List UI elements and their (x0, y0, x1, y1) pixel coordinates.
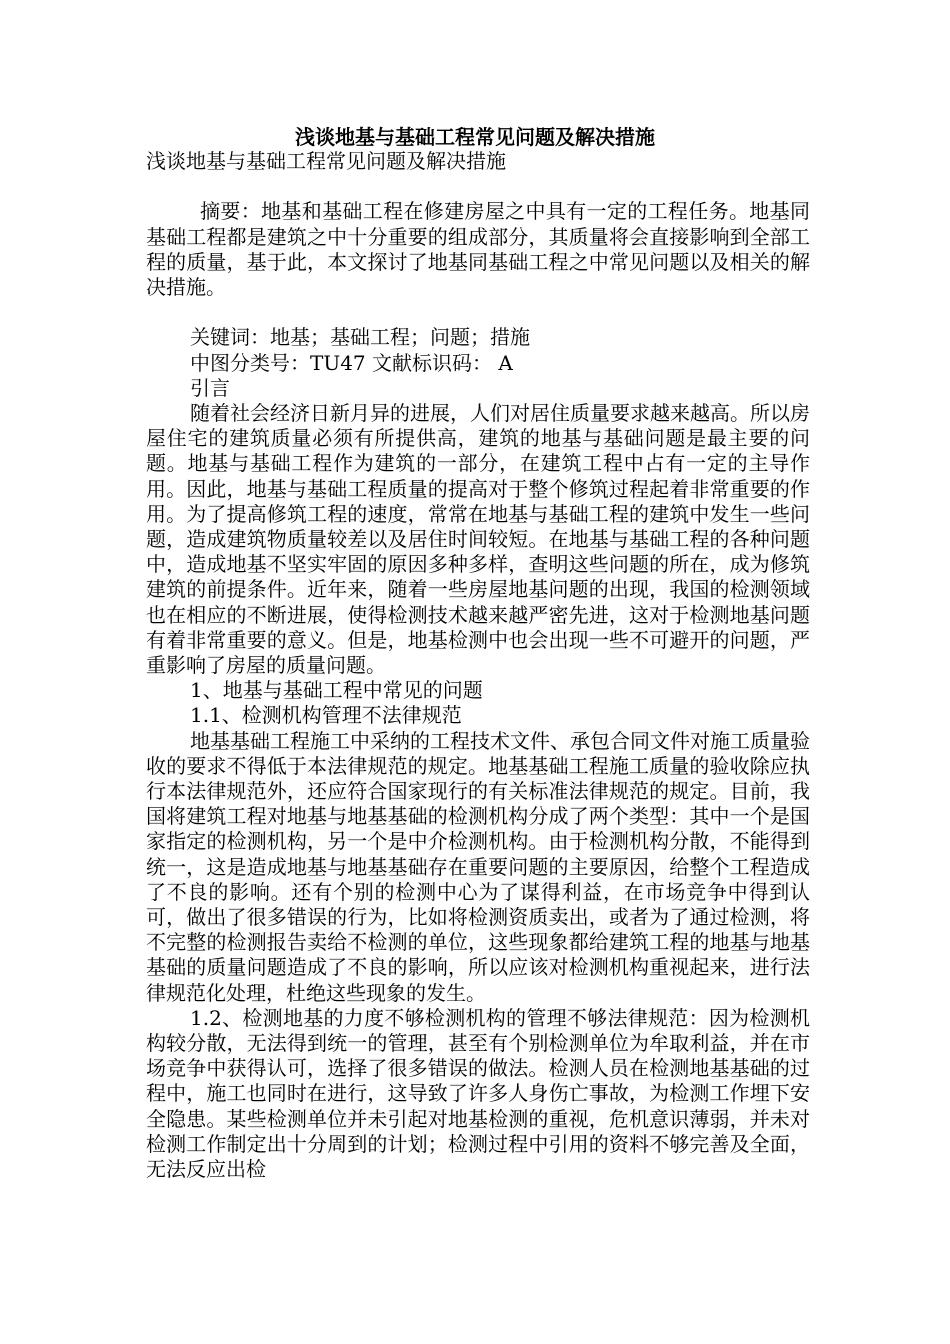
keywords-line: 关键词：地基；基础工程；问题；措施 (190, 325, 530, 350)
intro-paragraph: 随着社会经济日新月异的进展，人们对居住质量要求越来越高。所以房屋住宅的建筑质量必须有所提供高，建筑的地基与基础问题是最主要的问题。地基与基础工程作为建筑的一部分，在建筑工程中占有一定的主导作用。因此，地基与基础工程质量的提高对于整个修筑过程起着非常重要的作用。为了提高修筑工程的速度，常常在地基与基础工程的建筑中发生一些问题，造成建筑物质量较差以及居住时间较短。在地基与基础工程的各种问题中，造成地基不坚实牢固的原因多种多样，查明这些问题的所在，成为修筑建筑的前提条件。近年来，随着一些房屋地基问题的出现，我国的检测领域也在相应的不断进展，使得检测技术越来越严密先进，这对于检测地基问题有着非常重要的意义。但是，地基检测中也会出现一些不可避开的问题，严重影响了房屋的质量问题。 (146, 401, 810, 678)
section-1-1-paragraph: 地基基础工程施工中采纳的工程技术文件、承包合同文件对施工质量验收的要求不得低于本法律规范的规定。地基基础工程施工质量的验收除应执行本法律规范外，还应符合国家现行的有关标准法律规范的规定。目前，我国将建筑工程对地基与地基基础的检测机构分成了两个类型：其中一个是国家指定的检测机构，另一个是中介检测机构。由于检测机构分散，不能得到统一，这是造成地基与地基基础存在重要问题的主要原因，给整个工程造成了不良的影响。还有个别的检测中心为了谋得利益，在市场竞争中得到认可，做出了很多错误的行为，比如将检测资质卖出，或者为了通过检测，将不完整的检测报告卖给不检测的单位，这些现象都给建筑工程的地基与地基基础的质量问题造成了不良的影响，所以应该对检测机构重视起来，进行法律规范化处理，杜绝这些现象的发生。 (146, 728, 810, 1005)
section-1-1-heading: 1.1、检测机构管理不法律规范 (190, 703, 462, 728)
section-1-2-paragraph: 1.2、检测地基的力度不够检测机构的管理不够法律规范：因为检测机构较分散，无法得到统一的管理，甚至有个别检测单位为牟取利益，并在市场竞争中获得认可，选择了很多错误的做法。检测人员在检测地基基础的过程中，施工也同时在进行，这导致了许多人身伤亡事故，为检测工作埋下安全隐患。某些检测单位并未引起对地基检测的重视，危机意识薄弱，并未对检测工作制定出十分周到的计划；检测过程中引用的资料不够完善及全面，无法反应出检 (146, 1005, 810, 1182)
classification-line: 中图分类号：TU47 文献标识码： A (190, 350, 513, 375)
document-body (146, 149, 810, 1182)
document-subtitle: 浅谈地基与基础工程常见问题及解决措施 (146, 149, 506, 173)
blank-line (146, 174, 810, 199)
blank-line (146, 300, 810, 325)
document-title: 浅谈地基与基础工程常见问题及解决措施 (295, 125, 655, 149)
intro-heading: 引言 (190, 375, 230, 400)
section-1-heading: 1、地基与基础工程中常见的问题 (190, 678, 483, 703)
abstract-paragraph: 摘要：地基和基础工程在修建房屋之中具有一定的工程任务。地基同基础工程都是建筑之中十分重要的组成部分，其质量将会直接影响到全部工程的质量，基于此，本文探讨了地基同基础工程之中常见问题以及相关的解决措施。 (146, 199, 810, 299)
